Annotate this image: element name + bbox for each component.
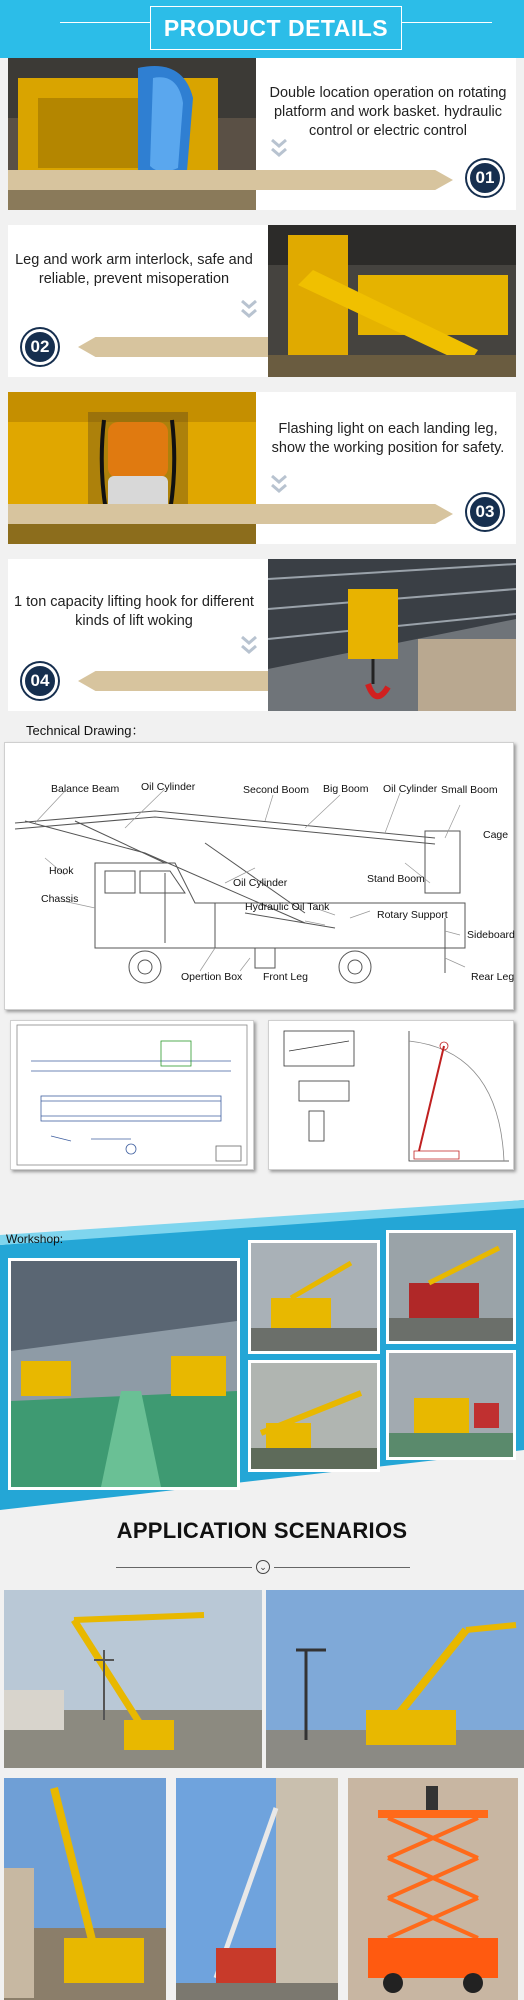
chevron-down-icon	[270, 472, 288, 498]
label-big-boom: Big Boom	[323, 783, 369, 795]
workshop-photo-3	[386, 1230, 516, 1344]
label-small-boom: Small Boom	[441, 784, 498, 796]
label-oil-cylinder-1: Oil Cylinder	[141, 781, 196, 793]
application-photo-3	[4, 1778, 166, 2000]
header-line-left	[60, 22, 150, 23]
workshop-photo-4	[248, 1360, 380, 1472]
feature-card-4	[8, 559, 516, 711]
feature-ribbon-3	[8, 504, 453, 524]
header-title-box	[150, 6, 402, 50]
technical-drawing-title: Technical Drawing：	[26, 723, 145, 738]
drawing-plan-view	[10, 1020, 254, 1170]
label-opertion-box: Opertion Box	[181, 971, 243, 983]
chevron-down-icon	[270, 136, 288, 162]
application-line-right	[274, 1567, 410, 1568]
application-photo-4	[176, 1778, 338, 2000]
label-chassis: Chassis	[41, 893, 79, 905]
header-banner	[0, 0, 524, 58]
chevron-down-icon	[240, 297, 258, 323]
label-balance-beam: Balance Beam	[51, 783, 120, 795]
workshop-photo-5	[386, 1350, 516, 1460]
feature-photo-2	[268, 225, 516, 377]
label-rotary-support: Rotary Support	[377, 909, 448, 921]
drawing-working-range	[268, 1020, 514, 1170]
feature-number-1: 01	[467, 160, 503, 196]
label-rear-leg: Rear Leg	[471, 971, 515, 983]
feature-card-3	[8, 392, 516, 544]
label-oil-cylinder-3: Oil Cylinder	[233, 877, 288, 889]
feature-number-3: 03	[467, 494, 503, 530]
application-photo-1	[4, 1590, 262, 1768]
feature-text-2: Leg and work arm interlock, safe and reliable, prevent misoperation	[15, 252, 253, 287]
label-hydraulic-oil-tank: Hydraulic Oil Tank	[245, 901, 330, 913]
feature-photo-4	[268, 559, 516, 711]
workshop-photo-main	[8, 1258, 240, 1490]
label-oil-cylinder-2: Oil Cylinder	[383, 783, 438, 795]
label-second-boom: Second Boom	[243, 784, 309, 796]
feature-text-1: Double location operation on rotating platform and work basket. hydraulic control or electric control	[269, 85, 507, 139]
feature-number-4: 04	[22, 663, 58, 699]
label-cage: Cage	[483, 829, 509, 841]
feature-text-4: 1 ton capacity lifting hook for different kinds of lift woking	[14, 594, 254, 629]
technical-drawing	[4, 742, 514, 1010]
workshop-label: Workshop:	[6, 1232, 64, 1246]
workshop-photo-2	[248, 1240, 380, 1354]
application-line-left	[116, 1567, 252, 1568]
feature-card-1	[8, 58, 516, 210]
label-stand-boom: Stand Boom	[367, 873, 425, 885]
header-line-right	[402, 22, 492, 23]
label-sideboard: Sideboard	[467, 929, 515, 941]
label-hook: Hook	[49, 865, 74, 877]
page-title: PRODUCT DETAILS	[163, 14, 389, 41]
feature-ribbon-1	[8, 170, 453, 190]
application-title: APPLICATION SCENARIOS	[116, 1518, 408, 1543]
feature-card-2	[8, 225, 516, 377]
feature-number-2: 02	[22, 329, 58, 365]
chevron-down-icon: ⌄	[256, 1560, 270, 1574]
label-front-leg: Front Leg	[263, 971, 308, 983]
application-photo-5	[348, 1778, 518, 2000]
application-photo-2	[266, 1590, 524, 1768]
chevron-down-icon	[240, 633, 258, 659]
feature-text-3: Flashing light on each landing leg, show the working position for safety.	[271, 421, 505, 456]
